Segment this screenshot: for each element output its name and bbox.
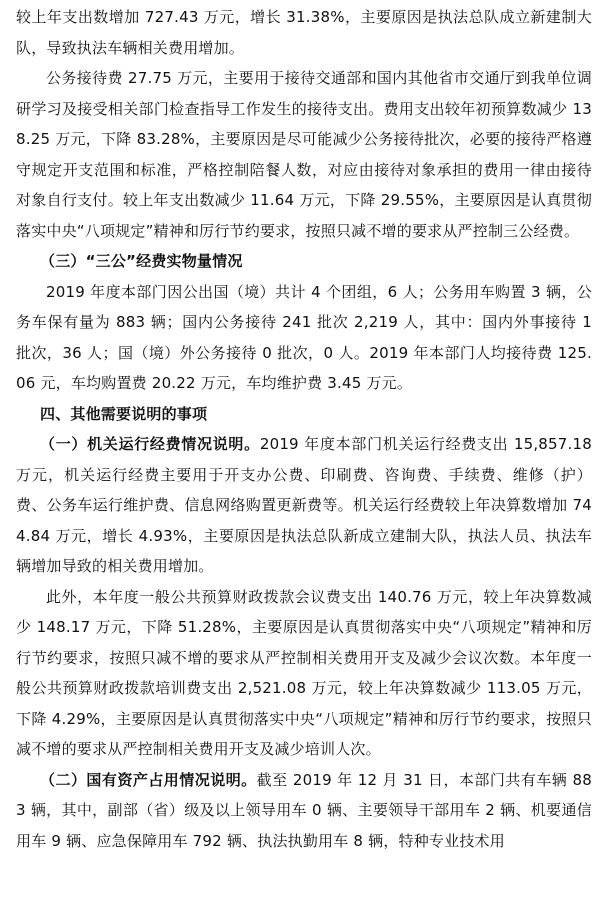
paragraph-meeting-training-expense: 此外，本年度一般公共预算财政拨款会议费支出 140.76 万元，较上年决算数减少 148.17 万元，下降 51.28%，主要原因是认真贯彻落实中央“八项规定”精神和厉行节约要求，按照只减不增的要求从严控制相关费用开支及减少会议次数。本年度一般公共预算财政拨款培训费支出 2,521.08 万元，较上年决算数减少 113.05 万元，下降 4.29%，主要原因是认真贯彻落实中央“八项规定”精神和厉行节约要求，按照只减不增的要求从严控制相关费用开支及减少培训人次。 (16, 587, 592, 758)
paragraph-body-state-assets: 截至 2019 年 12 月 31 日，本部门共有车辆 883 辆，其中，副部（省）级及以上领导用车 0 辆、主要领导干部用车 2 辆、机要通信用车 9 辆、应急保障用车 792 辆、执法执勤用车 8 辆，特种专业技术用 (16, 770, 592, 850)
heading-three-public-items: （三）“三公”经费实物量情况 (40, 252, 243, 270)
paragraph-reception-expense: 公务接待费 27.75 万元，主要用于接待交通部和国内其他省市交通厅到我单位调研学习及接受相关部门检查指导工作发生的接待支出。费用支出较年初预算数减少 138.25 万元，下降 83.28%，主要原因是尽可能减少公务接待批次，必要的接待严格遵守规定开支范围和标准，严格控制陪餐人数，对应由接待对象承担的费用一律由接待对象自行支付。较上年支出数减少 11.64 万元，下降 29.55%，主要原因是认真贯彻落实中央“八项规定”精神和厉行节约要求，按照只减不增的要求从严控制三公经费。 (16, 69, 592, 240)
paragraph-body-operating-expense: 2019 年度本部门机关运行经费支出 15,857.18 万元，机关运行经费主要用于开支办公费、印刷费、咨询费、手续费、维修（护）费、公务车运行维护费、信息网络购置更新费等。机关运行经费较上年决算数增加 744.84 万元，增长 4.93%，主要原因是执法总队新成立建制大队，执法人员、执法车辆增加导致的相关费用增加。 (16, 435, 592, 575)
paragraph-lead-state-assets: （二）国有资产占用情况说明。 (40, 770, 257, 789)
heading-other-matters: 四、其他需要说明的事项 (40, 404, 208, 423)
paragraph-physical-quantity: 2019 年度本部门因公出国（境）共计 4 个团组，6 人；公务用车购置 3 辆，公务车保有量为 883 辆；国内公务接待 241 批次 2,219 人，其中：国内外事接待 1 批次，36 人；国（境）外公务接待 0 批次，0 人。2019 年本部门人均接待费 125.06 元，车均购置费 20.22 万元，车均维护费 3.45 万元。 (16, 282, 592, 392)
paragraph-state-assets (16, 765, 592, 857)
paragraph-operating-expense (16, 429, 592, 582)
paragraph-expense-increase: 较上年支出数增加 727.43 万元，增长 31.38%，主要原因是执法总队成立新建制大队，导致执法车辆相关费用增加。 (16, 8, 592, 57)
paragraph-lead-operating-expense: （一）机关运行经费情况说明。 (40, 435, 260, 453)
